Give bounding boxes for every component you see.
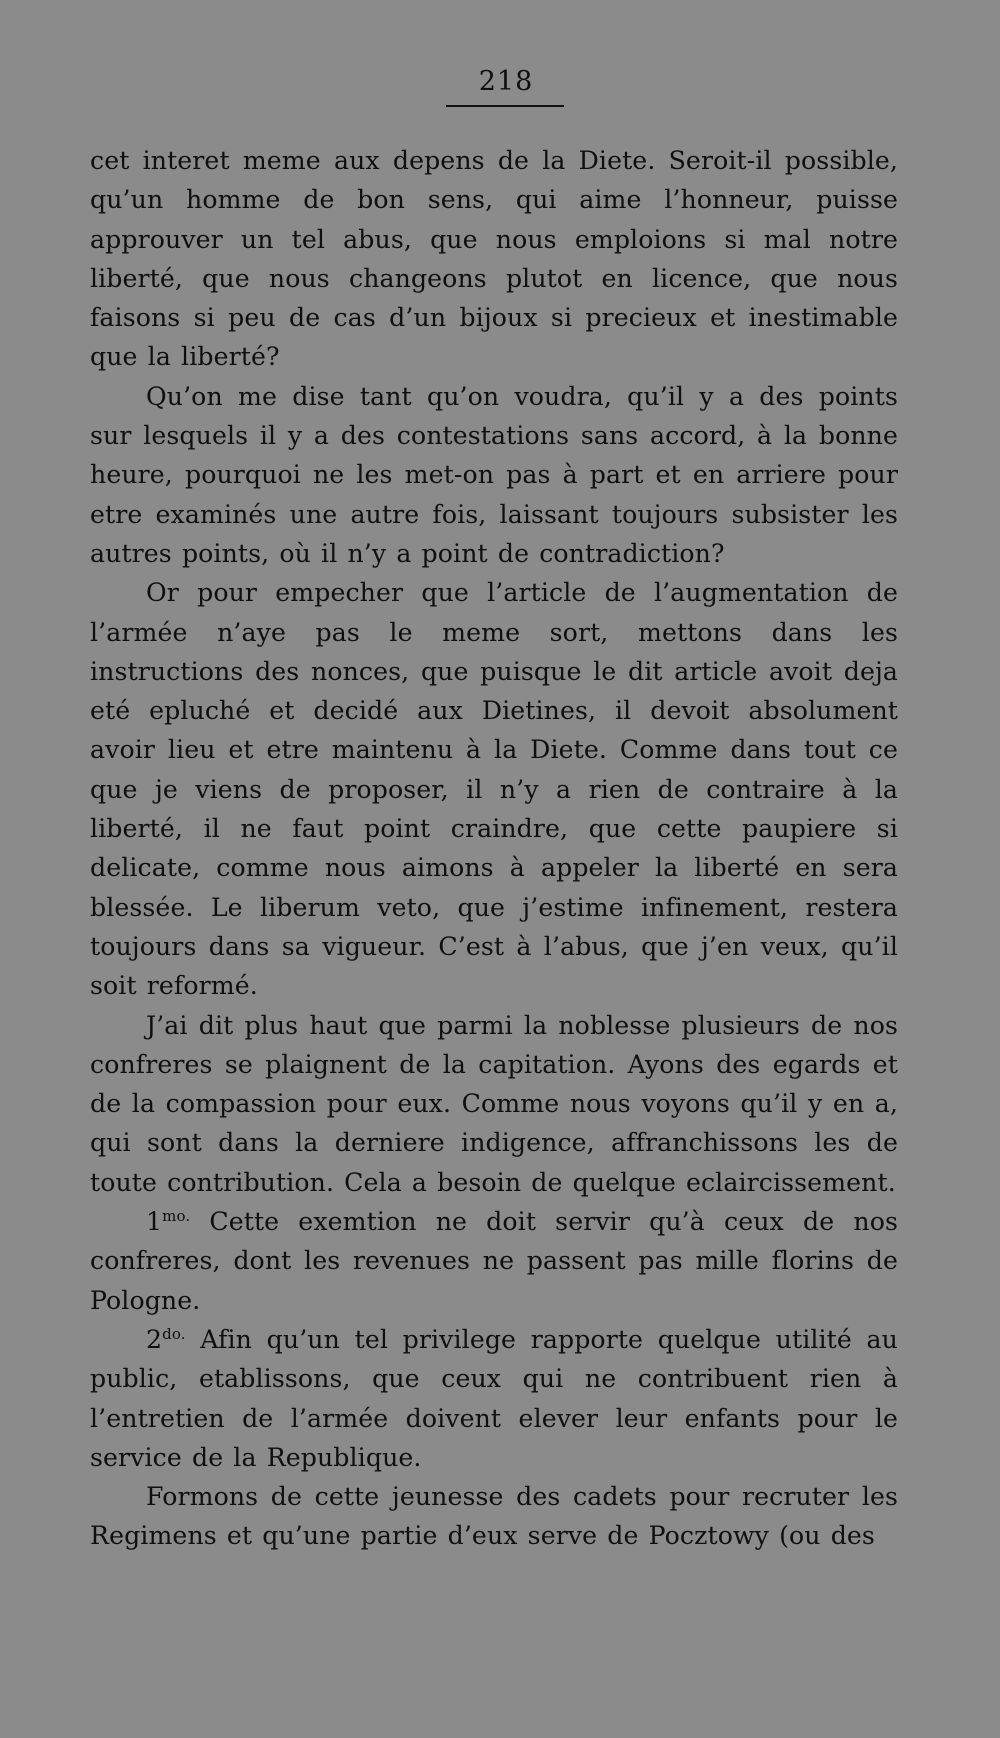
paragraph-text: J’ai dit plus haut que parmi la noblesse plusieurs de nos confreres se plaignent de la capitation. Ayons des egards et de la compassion pour eux. Comme nous voyons qu’il y en a, qui sont dans la derniere indigence, affranchissons les de toute contribution. Cela a besoin de quelque eclaircissement.: [90, 1010, 898, 1197]
list-marker-superscript: do.: [162, 1324, 186, 1343]
list-marker: [146, 1325, 186, 1354]
paragraph-text: Or pour empecher que l’article de l’augmentation de l’armée n’aye pas le meme sort, mettons dans les instructions des nonces, que puisque le dit article avoit deja eté epluché et decidé aux Dietines, il devoit absolument avoir lieu et etre maintenu à la Diete. Comme dans tout ce que je viens de proposer, il n’y a rien de contraire à la liberté, il ne faut point craindre, que cette paupiere si delicate, comme nous aimons à appeler la liberté en sera blessée. Le liberum veto, que j’estime infinement, restera toujours dans sa vigueur. C’est à l’abus, que j’en veux, qu’il soit reformé.: [90, 578, 898, 1001]
paragraph: [90, 1477, 898, 1556]
paragraph-text: cet interet meme aux depens de la Diete. Seroit-il possible, qu’un homme de bon sens, qui aime l’honneur, puisse approuver un tel abus, que nous emploions si mal notre liberté, que nous changeons plutot en licence, que nous faisons si peu de cas d’un bijoux si precieux et inestimable que la liberté?: [90, 146, 898, 372]
paragraph-text: Formons de cette jeunesse des cadets pour recruter les Regimens et qu’une partie d’eux serve de Pocztowy (ou des: [90, 1482, 898, 1551]
list-marker-superscript: mo.: [162, 1207, 191, 1226]
paragraph: [90, 573, 898, 1005]
list-marker-number: 1: [146, 1207, 163, 1237]
paragraph: [90, 141, 898, 377]
paragraph: [90, 1202, 898, 1320]
header-rule: [446, 105, 564, 107]
paragraph: [90, 1320, 898, 1477]
paragraph-text: Qu’on me dise tant qu’on voudra, qu’il y a des points sur lesquels il y a des contestations sans accord, à la bonne heure, pourquoi ne les met-on pas à part et en arriere pour etre examinés une autre fois, laissant toujours subsister les autres points, où il n’y a point de contradiction?: [90, 381, 898, 568]
paragraph-text: Afin qu’un tel privilege rapporte quelque utilité au public, etablissons, que ceux qui ne contribuent rien à l’entretien de l’armée doivent elever leur enfants pour le service de la Republique.: [90, 1324, 898, 1472]
list-marker-number: 2: [146, 1324, 163, 1354]
paragraph-text: Cette exemtion ne doit servir qu’à ceux de nos confreres, dont les revenues ne passent pas mille florins de Pologne.: [90, 1207, 898, 1315]
paragraph: [90, 377, 898, 573]
page-header: [0, 62, 1000, 112]
list-marker: [146, 1207, 190, 1236]
body-text: [90, 141, 898, 1556]
page-number: 218: [478, 66, 534, 97]
paragraph: [90, 1006, 898, 1202]
